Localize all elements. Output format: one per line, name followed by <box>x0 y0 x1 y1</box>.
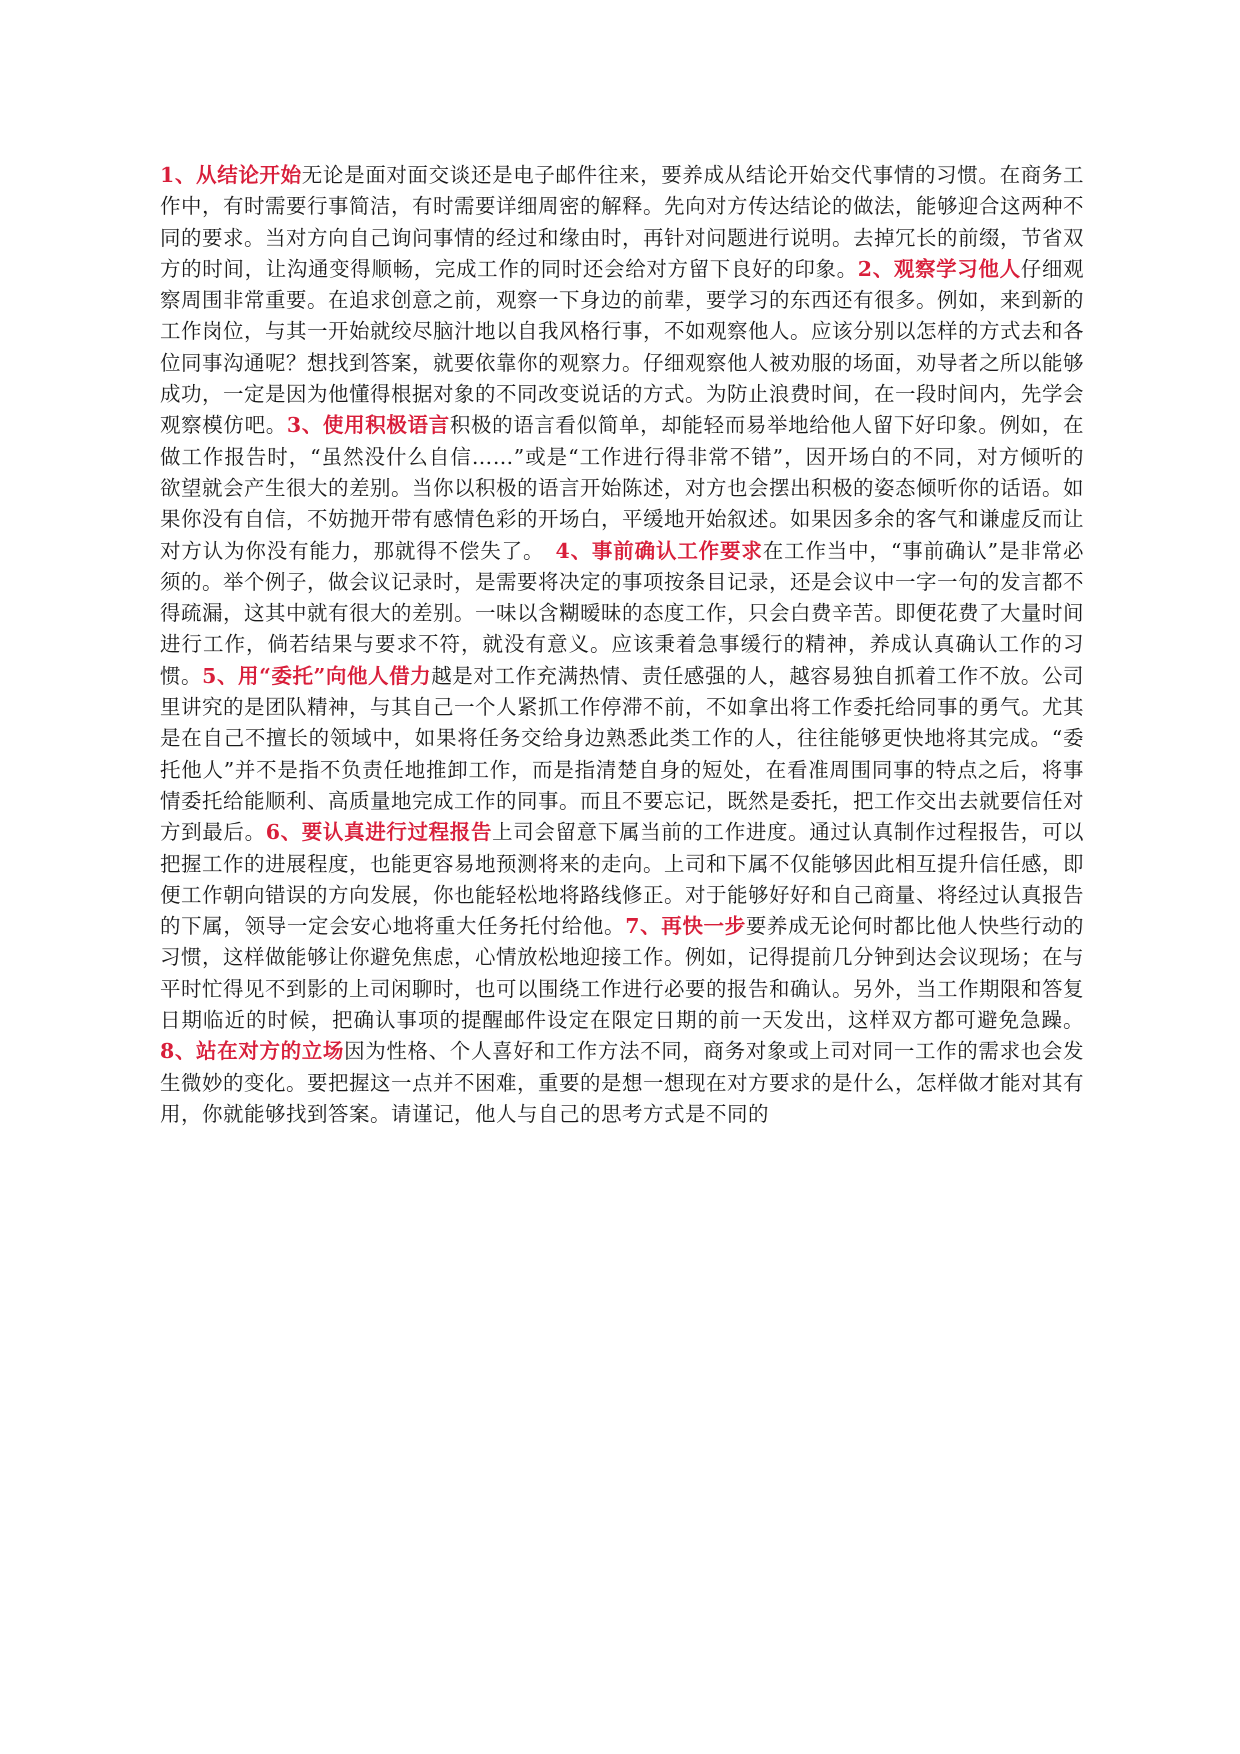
section-text: 上司会留意下属当前的工作进度。通过认真制作过程报告，可以把握工作的进展程度，也能更容易地预测将来的走向。上司和下属不仅能够因此相互提升信任感，即便工作朝向错误的方向发展，你也能轻松地将路线修正。对于能够好好和自己商量、将经过认真报告的下属，领导一定会安心地将重大任务托付给他。 <box>160 820 1085 939</box>
section-text: 越是对工作充满热情、责任感强的人，越容易独自抓着工作不放。公司里讲究的是团队精神，与其自己一个人紧抓工作停滞不前，不如拿出将工作委托给同事的勇气。尤其是在自己不擅长的领域中，如果将任务交给身边熟悉此类工作的人，往往能够更快地将其完成。“委托他人”并不是指不负责任地推卸工作，而是指清楚自身的短处，在看准周围同事的特点之后，将事情委托给能顺利、高质量地完成工作的同事。而且不要忘记，既然是委托，把工作交出去就要信任对方到最后。 <box>160 663 1085 845</box>
section-heading: 8、站在对方的立场 <box>160 1039 345 1064</box>
section-heading: 3、使用积极语言 <box>286 413 450 438</box>
section-2 <box>160 257 1084 437</box>
section-heading: 5、用“委托”向他人借力 <box>202 663 432 688</box>
section-text: 在工作当中，“事前确认”是非常必须的。举个例子，做会议记录时，是需要将决定的事项按条目记录，还是会议中一字一句的发言都不得疏漏，这其中就有很大的差别。一味以含糊暧昧的态度工作，只会白费辛苦。即便花费了大量时间进行工作，倘若结果与要求不符，就没有意义。应该秉着急事缓行的精神，养成认真确认工作的习惯。 <box>160 538 1084 688</box>
section-5 <box>160 664 1084 844</box>
section-text: 积极的语言看似简单，却能轻而易举地给他人留下好印象。例如，在做工作报告时，“虽然没什么自信……”或是“工作进行得非常不错”，因开场白的不同，对方倾听的欲望就会产生很大的差别。当你以积极的语言开始陈述，对方也会摆出积极的姿态倾听你的话语。如果你没有自信，不妨抛开带有感情色彩的开场白，平缓地开始叙述。如果因多余的客气和谦虚反而让对方认为你没有能力，那就得不偿失了。 <box>160 413 1085 563</box>
section-heading: 4、事前确认工作要求 <box>555 538 763 563</box>
section-text: 要养成无论何时都比他人快些行动的习惯，这样做能够让你避免焦虑，心情放松地迎接工作。例如，记得提前几分钟到达会议现场；在与平时忙得见不到影的上司闲聊时，也可以围绕工作进行必要的报告和确认。另外，当工作期限和答复日期临近的时候，把确认事项的提醒邮件设定在限定日期的前一天发出，这样双方都可避免急躁。 <box>160 914 1085 1033</box>
document-body <box>160 160 1084 1130</box>
section-text: 无论是面对面交谈还是电子邮件往来，要养成从结论开始交代事情的习惯。在商务工作中，有时需要行事简洁，有时需要详细周密的解释。先向对方传达结论的做法，能够迎合这两种不同的要求。当对方向自己询问事情的经过和缘由时，再针对问题进行说明。去掉冗长的前缀，节省双方的时间，让沟通变得顺畅，完成工作的同时还会给对方留下良好的印象。 <box>160 163 1084 281</box>
section-8 <box>160 1039 1084 1126</box>
section-heading: 7、再快一步 <box>625 914 746 939</box>
section-text: 仔细观察周围非常重要。在追求创意之前，观察一下身边的前辈，要学习的东西还有很多。例如，来到新的工作岗位，与其一开始就绞尽脑汁地以自我风格行事，不如观察他人。应该分别以怎样的方式去和各位同事沟通呢？想找到答案，就要依靠你的观察力。仔细观察他人被劝服的场面，劝导者之所以能够成功，一定是因为他懂得根据对象的不同改变说话的方式。为防止浪费时间，在一段时间内，先学会观察模仿吧。 <box>160 256 1085 438</box>
section-heading: 6、要认真进行过程报告 <box>265 820 493 845</box>
section-heading: 1、从结论开始 <box>160 163 302 187</box>
section-text: 因为性格、个人喜好和工作方法不同，商务对象或上司对同一工作的需求也会发生微妙的变化。要把握这一点并不困难，重要的是想一想现在对方要求的是什么，怎样做才能对其有用，你就能够找到答案。请谨记，他人与自己的思考方式是不同的 <box>160 1039 1085 1126</box>
section-heading: 2、观察学习他人 <box>857 256 1021 281</box>
